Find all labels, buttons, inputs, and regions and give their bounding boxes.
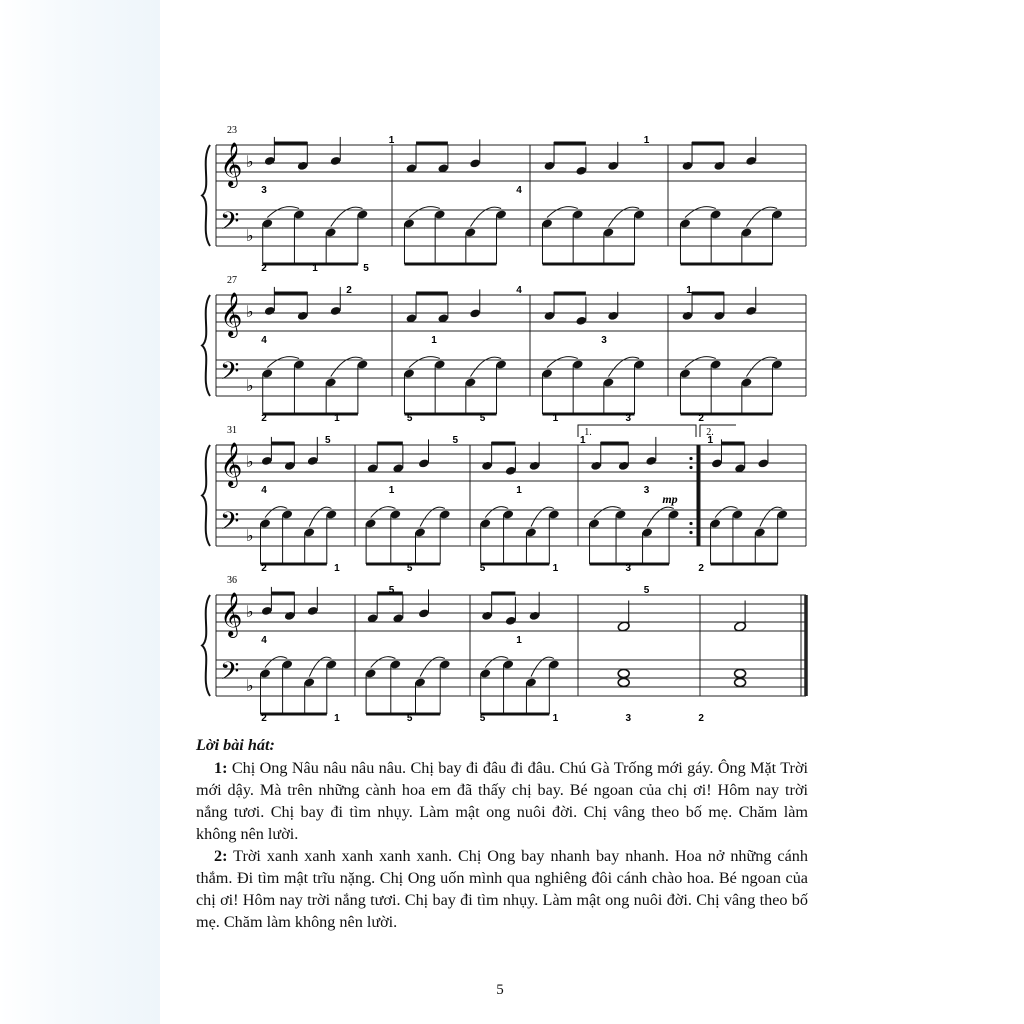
treble-fingering: 4 bbox=[261, 485, 267, 496]
verse-text: Trời xanh xanh xanh xanh xanh. Chị Ong bay nhanh bay nhanh. Hoa nở những cánh thắm. Đi tìm mật trĩu nặng. Chị Ong uốn mình qua nghiêng đôi cánh chào hoa. Bé ngoan của chị ơi! Hôm nay trời nắng tươi. Chị bay đi tìm nhụy. Làm mật ong nuôi đời. Chị vâng theo bố mẹ. Chăm làm không nên lười. bbox=[196, 847, 808, 931]
treble-clef-icon: 𝄞 bbox=[220, 592, 243, 636]
lyrics-heading: Lời bài hát: bbox=[196, 736, 275, 754]
bass-fingering: 1 bbox=[312, 263, 318, 274]
treble-fingering: 1 bbox=[579, 435, 586, 446]
bass-fingering: 3 bbox=[625, 563, 632, 574]
bass-fingering: 5 bbox=[406, 413, 413, 424]
brace bbox=[202, 445, 210, 546]
treble-fingering: 1 bbox=[388, 485, 395, 496]
bass-fingering: 1 bbox=[334, 713, 340, 724]
flat-key-signature-icon: ♭ bbox=[246, 226, 254, 245]
bass-clef-icon: 𝄢 bbox=[220, 507, 240, 542]
bass-fingering: 2 bbox=[698, 563, 704, 574]
half-note bbox=[735, 679, 746, 687]
half-note bbox=[735, 670, 746, 678]
verse-number: 1: bbox=[214, 759, 228, 777]
brace bbox=[202, 295, 210, 396]
treble-fingering: 1 bbox=[516, 635, 522, 646]
treble-fingering: 5 bbox=[324, 435, 331, 446]
treble-fingering: 3 bbox=[261, 185, 267, 196]
verse-number: 2: bbox=[214, 847, 228, 865]
measure-number: 23 bbox=[227, 125, 237, 136]
flat-key-signature-icon: ♭ bbox=[246, 602, 254, 621]
flat-key-signature-icon: ♭ bbox=[246, 676, 254, 695]
repeat-dot bbox=[689, 522, 692, 525]
flat-key-signature-icon: ♭ bbox=[246, 526, 254, 545]
bass-fingering: 1 bbox=[334, 563, 340, 574]
bass-fingering: 1 bbox=[552, 413, 559, 424]
treble-fingering: 1 bbox=[516, 485, 522, 496]
first-ending-bracket bbox=[578, 425, 696, 437]
bass-fingering: 5 bbox=[406, 563, 413, 574]
treble-clef-icon: 𝄞 bbox=[220, 292, 243, 336]
bass-fingering: 1 bbox=[334, 413, 340, 424]
bass-fingering: 5 bbox=[479, 713, 486, 724]
lyrics-section bbox=[196, 734, 808, 933]
bass-fingering: 2 bbox=[261, 563, 267, 574]
verse-text: Chị Ong Nâu nâu nâu nâu. Chị bay đi đâu đi đâu. Chú Gà Trống mới gáy. Ông Mặt Trời mới dậy. Mà trên những cành hoa em đã thấy chị bay. Bé ngoan của chị ơi! Hôm nay trời nắng tươi. Chị bay đi tìm nhụy. Làm mật ong nuôi đời. Chị vâng theo bố mẹ. Chăm làm không nên lười. bbox=[196, 759, 808, 843]
bass-fingering: 2 bbox=[698, 713, 704, 724]
treble-fingering: 1 bbox=[707, 435, 714, 446]
bass-clef-icon: 𝄢 bbox=[220, 357, 240, 392]
treble-fingering: 2 bbox=[346, 285, 352, 296]
bass-fingering: 2 bbox=[261, 713, 267, 724]
bass-fingering: 1 bbox=[552, 563, 559, 574]
score-system-3 bbox=[202, 425, 806, 574]
bass-fingering: 3 bbox=[625, 713, 632, 724]
score-system-4 bbox=[202, 575, 806, 724]
repeat-dot bbox=[689, 466, 692, 469]
bass-fingering: 2 bbox=[698, 413, 704, 424]
treble-fingering: 1 bbox=[431, 335, 437, 346]
second-ending-label: 2. bbox=[706, 427, 714, 438]
bass-fingering: 2 bbox=[261, 413, 267, 424]
lyrics-verse-1 bbox=[196, 757, 808, 845]
treble-fingering: 3 bbox=[643, 485, 650, 496]
treble-fingering: 4 bbox=[261, 635, 267, 646]
bass-fingering: 5 bbox=[363, 263, 369, 274]
half-note bbox=[618, 670, 629, 678]
treble-fingering: 4 bbox=[261, 335, 267, 346]
treble-fingering: 5 bbox=[388, 585, 395, 596]
bass-fingering: 5 bbox=[479, 413, 486, 424]
page-number: 5 bbox=[496, 982, 504, 998]
brace bbox=[202, 595, 210, 696]
flat-key-signature-icon: ♭ bbox=[246, 302, 254, 321]
treble-fingering: 4 bbox=[516, 185, 522, 196]
bass-fingering: 5 bbox=[479, 563, 486, 574]
measure-number: 31 bbox=[227, 425, 237, 436]
treble-fingering: 4 bbox=[516, 285, 522, 296]
lyrics-verse-2 bbox=[196, 845, 808, 933]
brace bbox=[202, 145, 210, 246]
measure-number: 27 bbox=[227, 275, 237, 286]
first-ending-label: 1. bbox=[584, 427, 592, 438]
bass-clef-icon: 𝄢 bbox=[220, 207, 240, 242]
dynamic-marking: mp bbox=[662, 492, 678, 506]
treble-fingering: 1 bbox=[686, 285, 692, 296]
flat-key-signature-icon: ♭ bbox=[246, 376, 254, 395]
treble-fingering: 3 bbox=[601, 335, 607, 346]
treble-clef-icon: 𝄞 bbox=[220, 142, 243, 186]
flat-key-signature-icon: ♭ bbox=[246, 152, 254, 171]
bass-fingering: 1 bbox=[552, 713, 559, 724]
repeat-dot bbox=[689, 531, 692, 534]
bass-fingering: 5 bbox=[406, 713, 413, 724]
bass-fingering: 2 bbox=[261, 263, 267, 274]
bass-clef-icon: 𝄢 bbox=[220, 657, 240, 692]
score-system-1 bbox=[202, 125, 806, 274]
score-system-2 bbox=[202, 275, 806, 424]
bass-fingering: 3 bbox=[625, 413, 632, 424]
flat-key-signature-icon: ♭ bbox=[246, 452, 254, 471]
treble-clef-icon: 𝄞 bbox=[220, 442, 243, 486]
treble-fingering: 1 bbox=[643, 135, 650, 146]
half-note bbox=[618, 679, 629, 687]
treble-fingering: 1 bbox=[388, 135, 395, 146]
treble-fingering: 5 bbox=[643, 585, 650, 596]
measure-number: 36 bbox=[227, 575, 237, 586]
treble-fingering: 5 bbox=[452, 435, 459, 446]
repeat-dot bbox=[689, 457, 692, 460]
